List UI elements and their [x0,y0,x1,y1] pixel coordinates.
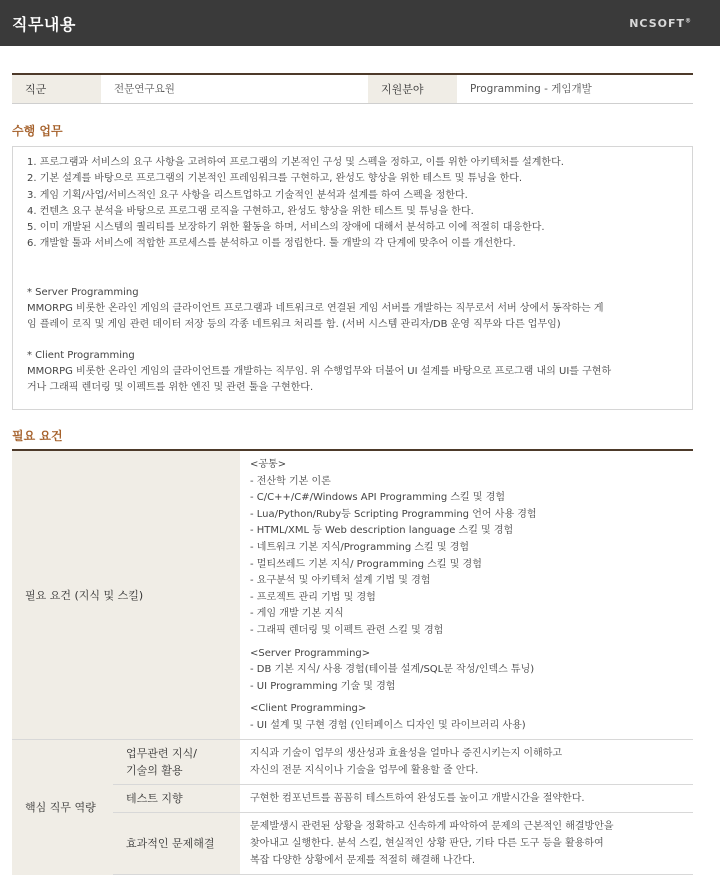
common-item: - 요구분석 및 아키텍처 설계 기법 및 경험 [250,575,431,587]
job-group-value: 전문연구요원 [114,83,175,95]
core-item-name [113,785,240,812]
core-competency-row [12,740,693,875]
core-item-name-line: 효과적인 문제해결 [126,836,215,850]
server-req-item: - UI Programming 기술 및 경험 [250,680,396,692]
core-item-desc [240,785,693,812]
core-item [113,740,693,785]
duties-box [12,146,693,410]
common-item: - 전산학 기본 이론 [250,475,331,487]
duty-line: 4. 컨텐츠 요구 분석을 바탕으로 프로그램 로직을 구현하고, 완성도 향상을 위한 테스트 및 튜닝을 한다. [27,205,474,217]
core-item-desc-line: 찾아내고 실행한다. 분석 스킬, 현실적인 상황 판단, 기타 다른 도구 등을 활용하여 [250,837,604,849]
core-item-name-line: 테스트 지향 [126,791,183,805]
common-item: - 멀티쓰레드 기본 지식/ Programming 스킬 및 경험 [250,558,482,570]
job-info-table [12,73,693,104]
core-item-desc [240,813,693,874]
duty-line: 2. 기본 설계를 바탕으로 프로그램의 기본적인 프레임워크를 구현하고, 완성도 향상을 위한 테스트 및 튜닝을 한다. [27,173,523,185]
page-title: 직무내용 [12,15,76,34]
field-label: 지원분야 [368,75,457,103]
skills-label: 필요 요건 (지식 및 스킬) [12,451,240,740]
common-item: - 게임 개발 기본 지식 [250,608,344,620]
common-item: - 그래픽 렌더링 및 이펙트 관련 스킬 및 경험 [250,624,444,636]
client-desc-line: MMORPG 비롯한 온라인 게임의 클라이언트를 개발하는 직무임. 위 수행업무와 더불어 UI 설계를 바탕으로 프로그램 내의 UI를 구현하 [27,365,612,377]
spacer [27,334,678,348]
server-req-title: <Server Programming> [250,647,371,659]
core-item [113,785,693,813]
common-item: - C/C++/C#/Windows API Programming 스킬 및 경험 [250,492,506,504]
duty-line: 1. 프로그램과 서비스의 요구 사항을 고려하여 프로그램의 기본적인 구성 및 스펙을 정하고, 이를 위한 아키텍처를 설계한다. [27,157,564,168]
common-item: - 네트워크 기본 지식/Programming 스킬 및 경험 [250,541,470,553]
core-competency-label: 핵심 직무 역량 [12,740,113,875]
common-item: - Lua/Python/Ruby등 Scripting Programming 언어 사용 경험 [250,508,537,520]
common-item: - 프로젝트 관리 기법 및 경험 [250,591,376,603]
server-req-item: - DB 기본 지식/ 사용 경험(테이블 설계/SQL문 작성/인덱스 튜닝) [250,664,535,676]
duties-section-title: 수행 업무 [12,124,63,138]
skills-row [12,451,693,740]
spacer [27,253,678,285]
page-header [0,0,720,46]
field-value: Programming - 게임개발 [470,83,592,95]
logo-text: NCSOFT [629,17,685,30]
core-item-name [113,740,240,784]
job-group-label: 직군 [12,75,101,103]
client-req-item: - UI 설계 및 구현 경험 (인터페이스 디자인 및 라이브러리 사용) [250,719,526,731]
common-title: <공통> [250,459,287,470]
ncsoft-logo: NCSOFT® [629,17,692,30]
core-item-desc [240,740,693,784]
core-item-desc-line: 지식과 기술이 업무의 생산성과 효율성을 얼마나 증진시키는지 이해하고 [250,747,563,759]
server-desc-line: MMORPG 비롯한 온라인 게임의 클라이언트 프로그램과 네트워크로 연결된 게임 서버를 개발하는 직무로서 서버 상에서 동작하는 게 [27,303,604,315]
requirements-table [12,449,693,875]
client-programming-title: * Client Programming [27,349,135,361]
client-req-title: <Client Programming> [250,703,367,715]
core-item-desc-line: 구현한 컴포넌트를 꼼꼼히 테스트하여 완성도를 높이고 개발시간을 절약한다. [250,792,585,804]
core-item-name-line: 기술의 활용 [126,763,183,777]
duty-line: 6. 개발할 툴과 서비스에 적합한 프로세스를 분석하고 이를 정립한다. 툴 개발의 각 단계에 맞추어 이를 개선한다. [27,238,516,250]
server-programming-title: * Server Programming [27,286,139,298]
core-item-desc-line: 문제발생시 관련된 상황을 정확하고 신속하게 파악하여 문제의 근본적인 해결방안을 [250,820,614,832]
common-item: - HTML/XML 등 Web description language 스킬 및 경험 [250,525,514,537]
duty-line: 3. 게임 기획/사업/서비스적인 요구 사항을 리스트업하고 기술적인 분석과 설계를 하여 스펙을 정한다. [27,189,468,201]
core-item-desc-line: 복잡 다양한 상황에서 문제를 적절히 해결해 나간다. [250,854,476,866]
client-desc-line: 거나 그래픽 렌더링 및 이펙트를 위한 엔진 및 관련 툴을 구현한다. [27,382,314,394]
core-competency-list [113,740,693,875]
core-item-name [113,813,240,874]
server-desc-line: 임 플레이 로직 및 게임 관련 데이터 저장 등의 각종 네트워크 처리를 함. (서버 시스템 관리자/DB 운영 직무와 다른 업무임) [27,319,561,331]
duty-line: 5. 이미 개발된 시스템의 퀄리티를 보장하기 위한 활동을 하며, 서비스의 장애에 대해서 분석하고 이에 적절히 대응한다. [27,222,545,234]
core-item-desc-line: 자신의 전문 지식이나 기술을 업무에 활용할 줄 안다. [250,764,479,776]
requirements-section-title: 필요 요건 [12,429,63,443]
core-item [113,813,693,875]
skills-content [240,451,693,740]
core-item-name-line: 업무관련 지식/ [126,746,197,760]
